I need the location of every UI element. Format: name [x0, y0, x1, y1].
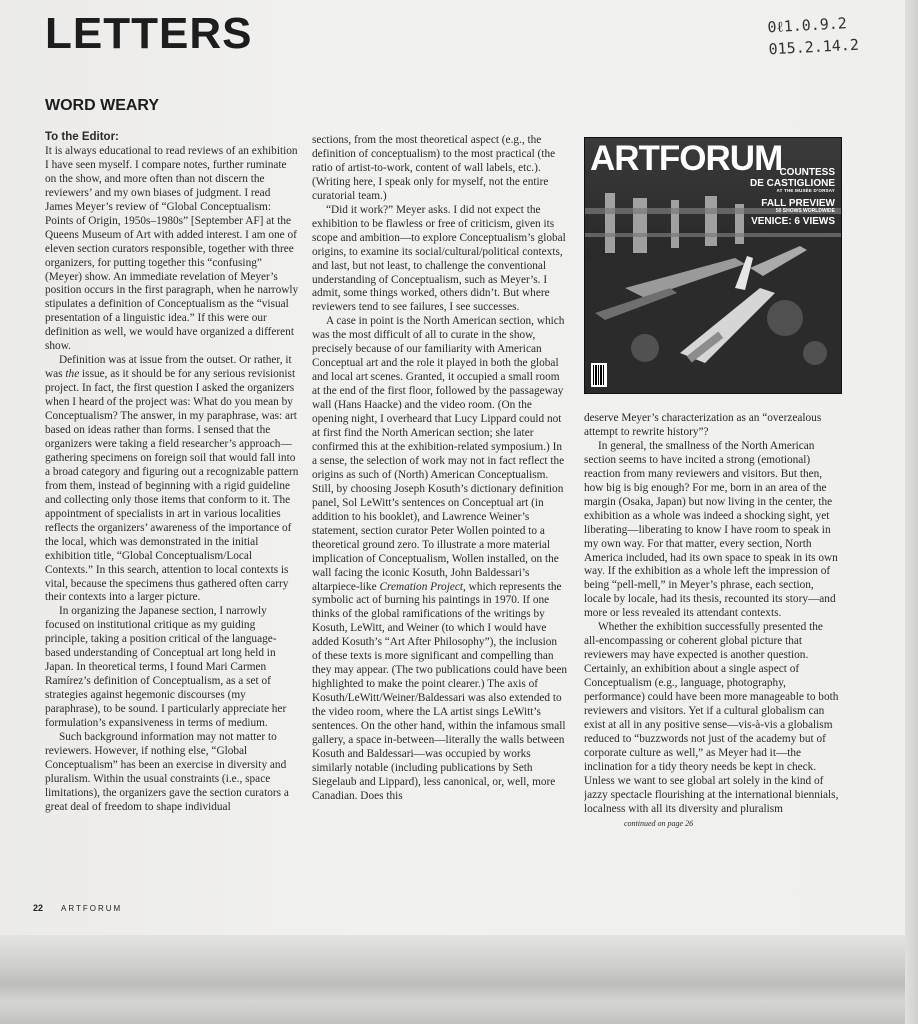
text-column-3 [584, 412, 840, 892]
cover-logo: ARTFORUM [590, 139, 783, 178]
letter-headline: WORD WEARY [45, 97, 160, 114]
cover-line: FALL PREVIEW [761, 197, 835, 209]
paragraph-text: A case in point is the North American section, which was the most difficult of all to curate in the show, precisely because of our familiarity with American Conceptual art and the role it played in both the global and local art scenes. Granted, it occupied a small room at the end of the first floor, followed by the passageway wall (Hans Haacke) and the video room. (On the opening night, I overheard that Lucy Lippard could not at first find the North American section; she later confirmed this at the exhibition-related symposium.) In a sense, the selection of work may not in fact reflect the origins as such of (North) American Conceptualism. Still, by choosing Joseph Kosuth’s dictionary definition panel, Sol LeWitt’s sentences on Conceptual art (in addition to his booklet), and Lawrence Weiner’s statement, section curator Peter Wollen pointed to a theoretical ground zero. To illustrate a more material implication of Conceptualism, Wollen installed, on the wall facing the iconic Kosuth, John Baldessari’s altarpiece-like [312, 315, 565, 593]
cover-line: DE CASTIGLIONE [749, 177, 835, 189]
paragraph: In general, the smallness of the North American section seems to have incited a strong (emotional) reaction from many reviewers and visitors. But then, how big is big enough? For me, born in an area of the margin (Osaka, Japan) but now living in the center, the exhibition as a whole was indeed a shocking sight, yet liberating—liberating to know I have room to speak in my own way. For that matter, every section, North America included, had its own space to speak in its own way. If the exhibition as a whole left the impression of being “pell-mell,” in Meyer’s phrase, each section, locale by locale, had its thesis, recounted its story—and more or less revealed its attendant contexts. [584, 439, 838, 620]
paragraph-text: Whether the exhibition successfully presented the all-encompassing or coherent global picture that reviewers may have expected is another question. Certainly, an exhibition about a single aspect of Conceptualism (e.g., language, photography, performance) could have been more manageable to both reviewers and visitors. Yet if a cultural globalism can exist at all in any positive sense—vis-à-vis a globalism reduced to “buzzwords not just of the academy but of corporate culture as well,” as Meyer had it—the inclination for a tidy theory needs be kept in check. Unless we want to see global art solely in the kind of jazzy spectacle flourishing at the international biennials, localness with all its diversity and pluralism [584, 621, 839, 815]
paragraph: In organizing the Japanese section, I narrowly focused on institutional critique as my guiding principle, taking a position critical of the language-based understanding of Conceptual art long held in Japan. In theoretical terms, I found Mari Carmen Ramírez’s definition of Conceptualism, as a set of strategies against hegemonic discourses (my paraphrase), to be sound. I particularly appreciate her formulation’s expansiveness in terms of medium. [45, 605, 287, 730]
text-column-1 [45, 131, 299, 891]
paragraph: “Did it work?” Meyer asks. I did not expect the exhibition to be flawless or free of criticism, given its scope and ambition—to explore Conceptualism’s global origins, to examine its social/cultural/political contexts, and last, but not least, to challenge the conventional understanding of Conceptualism, such as Meyer’s. I admit, some things worked, others didn’t. But where reviewers tend to see failures, I see successes. [312, 203, 566, 314]
paragraph [45, 354, 299, 605]
paragraph: Such background information may not matter to reviewers. However, if nothing else, “Global Conceptualism” has been an exercise in diversity and pluralism. Within the usual constraints (i.e., space limitations), the organizers gave the section curators a great deal of freedom to shape individual [45, 730, 289, 813]
cover-line: AT THE MUSÉE D’ORSAY [776, 188, 835, 193]
publication-name: ARTFORUM [61, 904, 123, 913]
page-number: 22 [33, 903, 44, 913]
section-title: LETTERS [45, 9, 253, 58]
paragraph-text: Definition was at issue from the outset. Or rather, it was [45, 354, 292, 381]
scan-shadow-strip [0, 935, 918, 1024]
cover-line: VENICE: 6 VIEWS [751, 216, 835, 228]
page-edge [905, 0, 918, 1024]
text-column-2 [312, 134, 568, 894]
handwritten-note-line-1: 0ℓ1.0.9.2 [767, 14, 848, 37]
continued-note: continued on page 26 [624, 818, 694, 828]
paragraph-text: issue, as it should be for any serious revisionist project. In fact, the first question I asked the organizers when I heard of the project was: What do you mean by Conceptualism? The answer, in my paraphrase, was: art based on ideas rather than forms. I sensed that the organizers were taking a field researcher’s approach—gathering specimens on foreign soil that would fall into a broad category and figuring out a recognizable pattern from them, instead of beginning with a rigid guideline and collecting only those items that conform to it. The appointment of specialists in art in various localities reflects the organizers’ awareness of the importance of the local, which was demonstrated in the initial exhibition title, “Global Conceptualism/Local Contexts.” In this search, attention to local contexts is vital, because the specimens thus gathered often carry their contexts into a larger picture. [45, 368, 299, 604]
paragraph [312, 315, 568, 803]
handwritten-note-line-2: 015.2.14.2 [768, 35, 860, 59]
emphasis-text: Cremation Project [379, 580, 464, 593]
handwritten-note [767, 12, 859, 61]
magazine-cover-image [584, 137, 842, 394]
paragraph: deserve Meyer’s characterization as an “overzealous attempt to rewrite history”? [584, 412, 822, 438]
barcode-icon [591, 363, 607, 387]
cover-headlines [739, 168, 835, 228]
paragraph [584, 621, 840, 830]
cover-line: 50 SHOWS WORLDWIDE [775, 208, 835, 215]
paragraph-text: , which represents the symbolic act of burning his paintings in 1970. If one thinks of the global ramifications of the writings by Kosuth, LeWitt, and Weiner (to which I would have added Kosuth’s “Art After Philosophy”), the inclusion of these texts is more significant and compelling than they may appear. (The two publications could have been highlighted to make the point clearer.) The axis of Kosuth/LeWitt/Weiner/Baldessari was also extended to the video room, where the LA artist sings LeWitt’s sentences. On the other hand, within the infamous small gallery, a space in-between—literally the walls between Kosuth and Baldessari—was occupied by works similarly notable (including publications by Seth Siegelaub and Lippard), less canonical, or, well, more Canadian. Does this [312, 580, 568, 802]
paragraph: sections, from the most theoretical aspect (e.g., the definition of conceptualism) to the most practical (the ratio of artist-to-work, content of wall labels, etc.). (Writing here, I speak only for myself, not the entire curatorial team.) [312, 134, 556, 202]
cover-line: COUNTESS [779, 167, 835, 178]
salutation: To the Editor: [45, 131, 119, 143]
paragraph: It is always educational to read reviews of an exhibition I have seen myself. I compare notes, further ruminate on the show, and more often than not discern the reviewers’ and my own biases of judgment. I read James Meyer’s review of “Global Conceptualism: Points of Origin, 1950s–1980s” [September AF] at the Queens Museum of Art with added interest. I am one of eleven section curators responsible, together with three organizers, for putting together this “confusing” (Meyer) show. An immediate revelation of Meyer’s position occurs in the first paragraph, when he narrowly stipulates a definition of Conceptualism as the “visual presentation of a linguistic idea.” If this were our definition as well, we would have organized a different show. [45, 144, 299, 353]
emphasis-text: the [65, 368, 80, 381]
